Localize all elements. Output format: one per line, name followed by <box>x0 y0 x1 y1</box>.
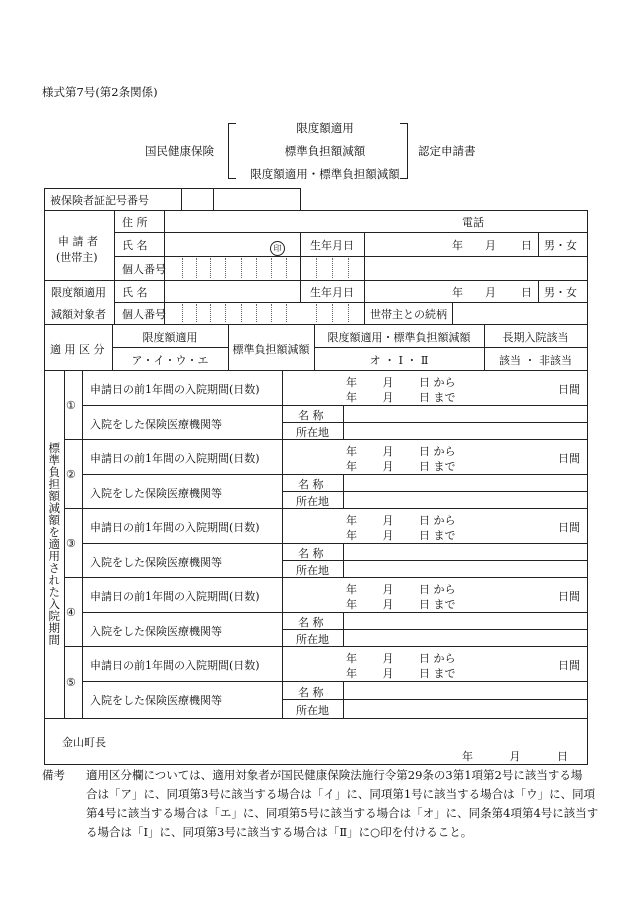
target-id-field[interactable] <box>165 303 363 324</box>
period-4-name-field[interactable] <box>344 613 586 629</box>
period-3-days-unit: 日間 <box>558 521 580 534</box>
seal-mark <box>270 236 285 256</box>
period-4-to[interactable]: 年 月 日 まで <box>346 598 456 611</box>
period-5-to[interactable]: 年 月 日 まで <box>346 667 456 680</box>
title-suffix: 認定申請書 <box>418 144 476 158</box>
target-name-field[interactable] <box>165 281 299 302</box>
period-2-hospital-label: 入院をした保険医療機関等 <box>90 487 222 500</box>
target-month-label: 月 <box>485 286 496 299</box>
period-2-name-label: 名 称 <box>298 478 324 491</box>
period-1-from[interactable]: 年 月 日 から <box>346 376 456 389</box>
period-section-text: 標準負担額減額を適用された入院期間 <box>47 442 62 646</box>
period-3-from[interactable]: 年 月 日 から <box>346 514 456 527</box>
applicant-id-field[interactable] <box>165 257 363 280</box>
period-1-to[interactable]: 年 月 日 まで <box>346 391 456 404</box>
period-3-name-label: 名 称 <box>298 547 324 560</box>
period-section-label <box>47 442 61 648</box>
target-year-label: 年 <box>452 286 463 299</box>
period-2-location-field[interactable] <box>344 492 586 508</box>
period-4-hospital-label: 入院をした保険医療機関等 <box>90 625 222 638</box>
period-5-name-label: 名 称 <box>298 686 324 699</box>
category-long-options[interactable]: 該当 ・ 非該当 <box>499 354 572 367</box>
category-reduction[interactable]: 標準負担額減額 <box>232 343 310 356</box>
applicant-name-field[interactable] <box>165 233 265 256</box>
period-2-name-field[interactable] <box>344 475 586 491</box>
category-limit-header: 限度額適用 <box>142 331 198 344</box>
category-limit-options[interactable]: ア・イ・ウ・エ <box>131 354 209 367</box>
period-4-days-unit: 日間 <box>558 590 580 603</box>
applicant-birth-label: 生年月日 <box>310 239 354 252</box>
period-1-location-label: 所在地 <box>296 426 329 439</box>
applicant-id-label: 個人番号 <box>122 263 166 276</box>
target-label: 限度額適用 <box>51 286 106 299</box>
note-label: 備考 <box>42 768 65 782</box>
target-name-label: 氏 名 <box>122 286 148 299</box>
period-2-to[interactable]: 年 月 日 まで <box>346 460 456 473</box>
note-line-4: る場合は「Ⅰ」に、同項第3号に該当する場合は「Ⅱ」に○印を付けること。 <box>86 825 473 839</box>
period-1-number: ① <box>66 399 76 412</box>
applicant-birthdate-field[interactable] <box>366 233 536 256</box>
period-3-hospital-label: 入院をした保険医療機関等 <box>90 556 222 569</box>
period-4-from[interactable]: 年 月 日 から <box>346 583 456 596</box>
title-prefix: 国民健康保険 <box>145 144 214 158</box>
period-3-name-field[interactable] <box>344 544 586 560</box>
title-right-bracket <box>400 123 408 179</box>
period-3-location-field[interactable] <box>344 561 586 577</box>
title-option-3: 限度額適用・標準負担額減額 <box>250 167 400 181</box>
period-5-location-label: 所在地 <box>296 704 329 717</box>
period-4-name-label: 名 称 <box>298 616 324 629</box>
relation-field[interactable] <box>453 303 586 324</box>
period-5-days-label: 申請日の前1年間の入院期間(日数) <box>90 659 260 672</box>
applicant-day-label: 日 <box>521 239 532 252</box>
period-5-number: ⑤ <box>66 676 76 689</box>
category-label: 適 用 区 分 <box>50 343 105 356</box>
period-4-number: ④ <box>66 606 76 619</box>
applicant-month-label: 月 <box>485 239 496 252</box>
title-left-bracket <box>228 123 236 179</box>
insured-number-field[interactable] <box>214 189 300 210</box>
target-birth-label: 生年月日 <box>310 286 354 299</box>
period-5-name-field[interactable] <box>344 682 586 699</box>
phone-field[interactable] <box>490 211 586 232</box>
target-day-label: 日 <box>521 286 532 299</box>
period-4-days-label: 申請日の前1年間の入院期間(日数) <box>90 590 260 603</box>
address-label: 住 所 <box>122 216 148 229</box>
period-4-location-label: 所在地 <box>296 633 329 646</box>
phone-label: 電話 <box>462 216 484 229</box>
address-field[interactable] <box>165 211 455 232</box>
period-1-hospital-label: 入院をした保険医療機関等 <box>90 418 222 431</box>
category-combined-header: 限度額適用・標準負担額減額 <box>327 331 471 344</box>
note-line-2: 合は「ア」に、同項第3号に該当する場合は「イ」に、同項第1号に該当する場合は「ウ」に、同項 <box>86 787 596 801</box>
title-option-2: 標準負担額減額 <box>284 144 366 158</box>
period-2-number: ② <box>66 468 76 481</box>
period-2-location-label: 所在地 <box>296 495 329 508</box>
period-1-name-label: 名 称 <box>298 409 324 422</box>
target-gender[interactable]: 男・女 <box>544 286 577 299</box>
target-birthdate-field[interactable] <box>366 281 536 302</box>
period-3-to[interactable]: 年 月 日 まで <box>346 529 456 542</box>
date-line[interactable]: 年 月 日 <box>462 750 568 763</box>
applicant-gender[interactable]: 男・女 <box>544 239 577 252</box>
note-line-1: 適用区分欄については、適用対象者が国民健康保険法施行令第29条の3第1項第2号に該当する場 <box>86 768 583 782</box>
applicant-label: 申 請 者 <box>58 235 98 248</box>
period-5-from[interactable]: 年 月 日 から <box>346 652 456 665</box>
period-1-days-unit: 日間 <box>558 383 580 396</box>
seal-text: 印 <box>270 241 285 256</box>
target-sublabel: 減額対象者 <box>51 308 106 321</box>
target-id-label: 個人番号 <box>122 308 166 321</box>
period-2-days-label: 申請日の前1年間の入院期間(日数) <box>90 452 260 465</box>
mayor-label: 金山町長 <box>62 736 106 749</box>
applicant-sublabel: (世帯主) <box>56 251 98 264</box>
title-option-1: 限度額適用 <box>296 121 354 135</box>
applicant-year-label: 年 <box>452 239 463 252</box>
period-5-days-unit: 日間 <box>558 659 580 672</box>
period-2-days-unit: 日間 <box>558 452 580 465</box>
applicant-name-label: 氏 名 <box>122 239 148 252</box>
period-2-from[interactable]: 年 月 日 から <box>346 445 456 458</box>
period-1-name-field[interactable] <box>344 406 586 422</box>
period-1-days-label: 申請日の前1年間の入院期間(日数) <box>90 383 260 396</box>
period-3-days-label: 申請日の前1年間の入院期間(日数) <box>90 521 260 534</box>
category-long-header: 長期入院該当 <box>502 331 569 344</box>
note-line-3: 第4号に該当する場合は「エ」に、同項第5号に該当する場合は「オ」に、同条第4項第4号に該当す <box>86 806 599 820</box>
period-5-hospital-label: 入院をした保険医療機関等 <box>90 694 222 707</box>
period-3-location-label: 所在地 <box>296 564 329 577</box>
form-number: 様式第7号(第2条関係) <box>42 85 158 99</box>
period-4-location-field[interactable] <box>344 630 586 646</box>
category-combined-options[interactable]: オ ・ Ⅰ ・ Ⅱ <box>369 354 429 367</box>
insured-symbol-field[interactable] <box>182 189 213 210</box>
period-5-location-field[interactable] <box>344 700 586 717</box>
period-3-number: ③ <box>66 537 76 550</box>
period-1-location-field[interactable] <box>344 423 586 439</box>
insured-number-label: 被保険者証記号番号 <box>50 194 149 207</box>
relation-label: 世帯主との続柄 <box>370 308 447 321</box>
